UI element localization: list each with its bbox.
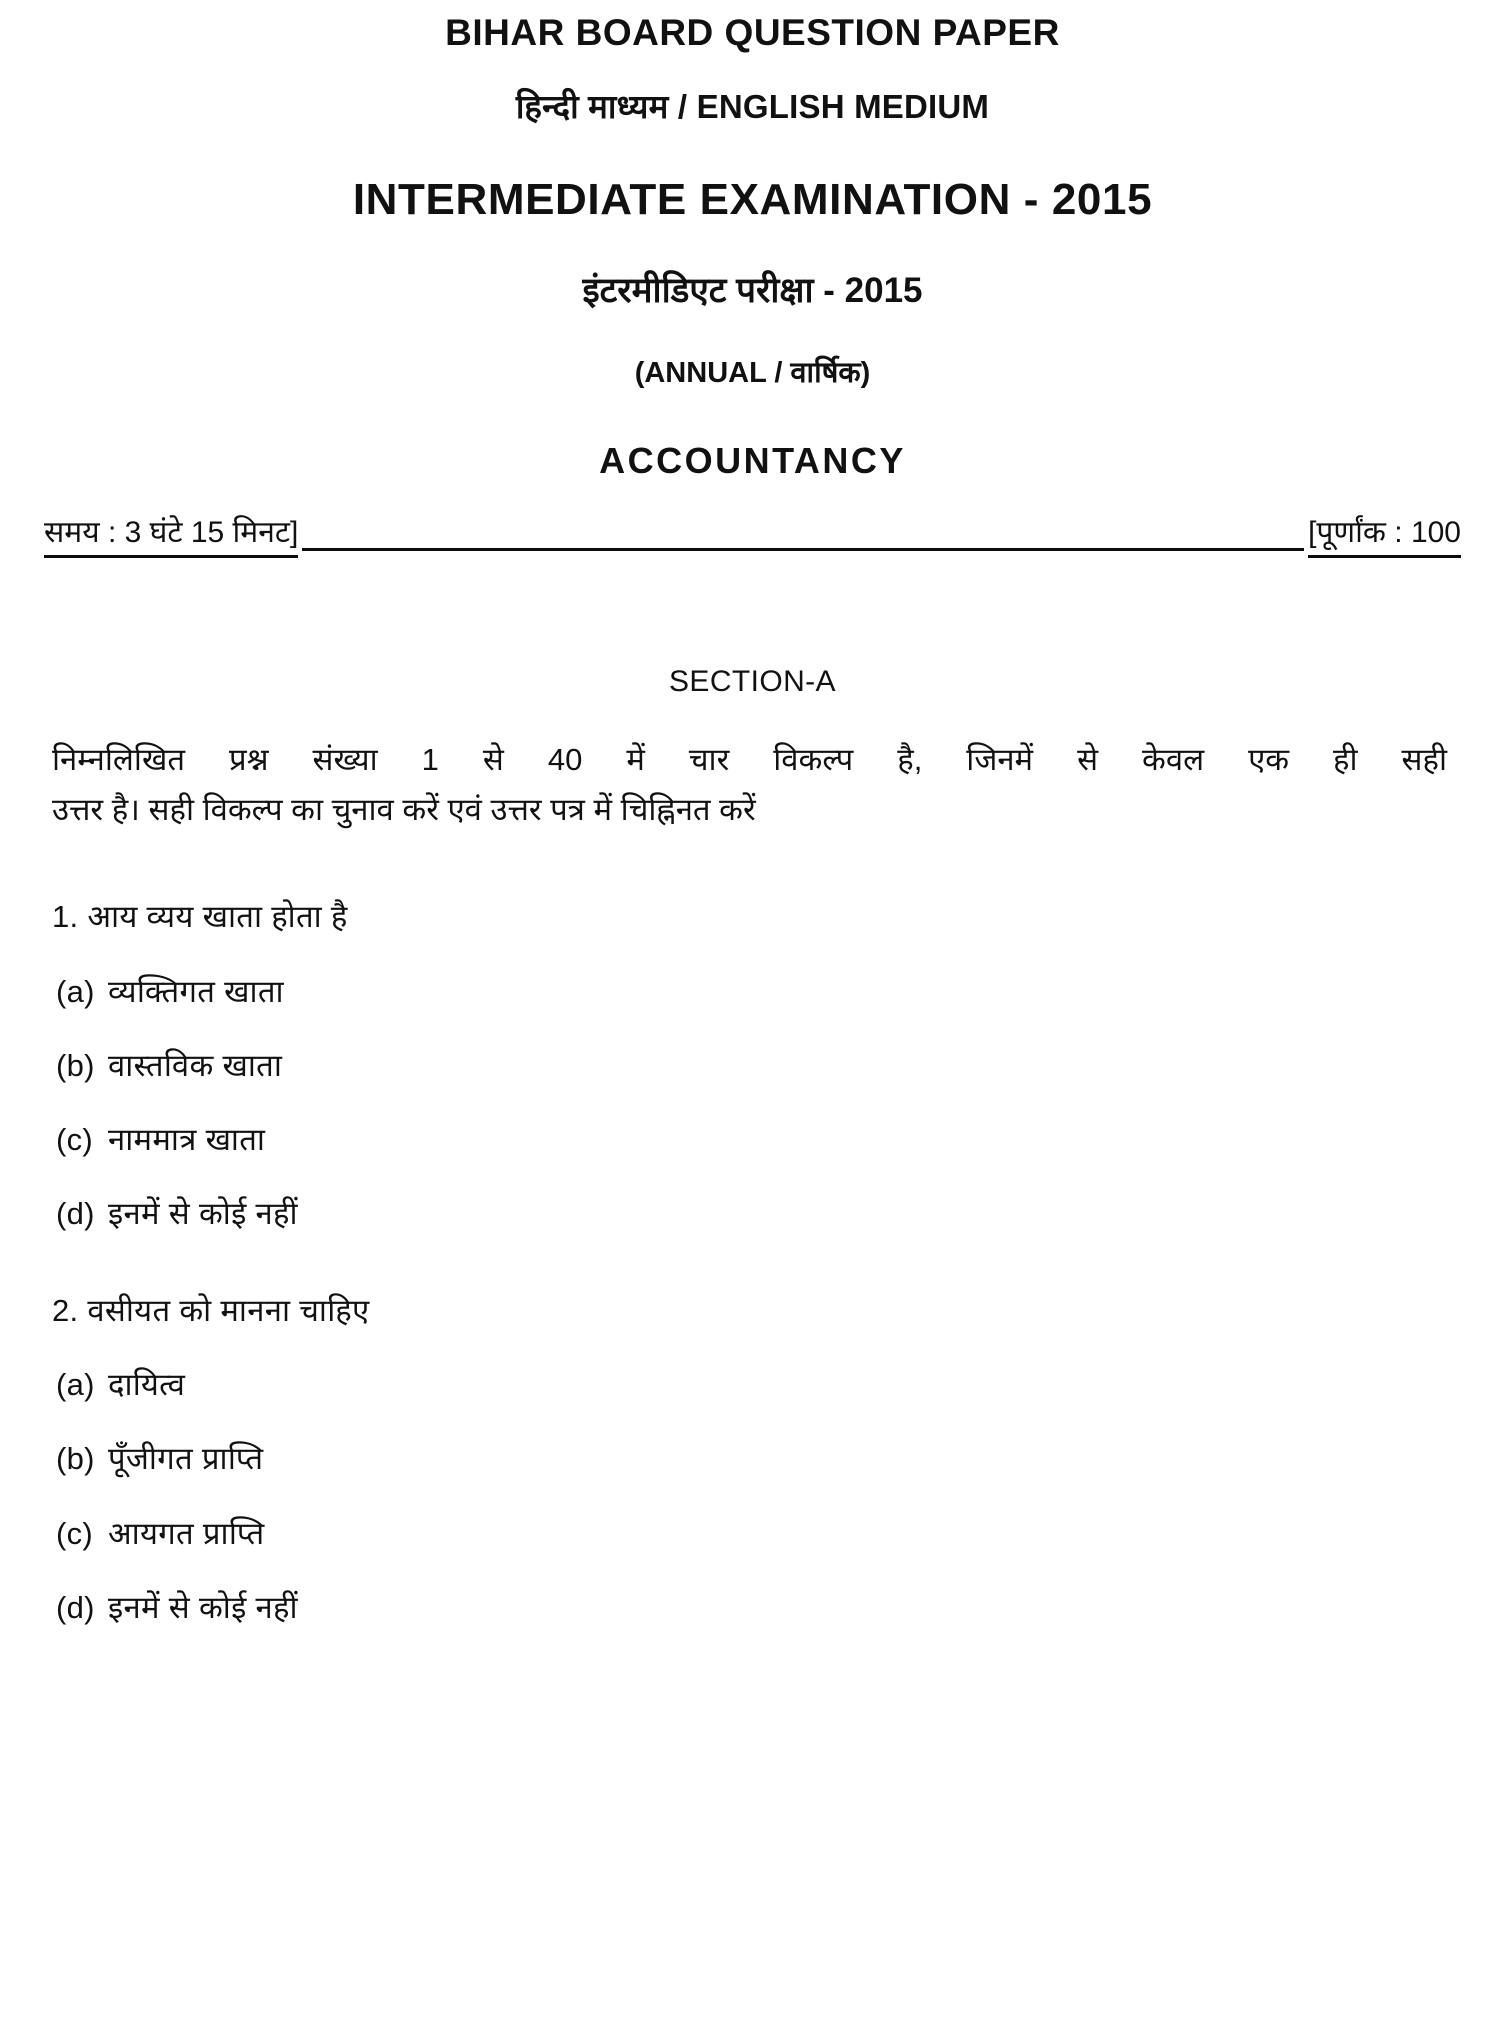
- option-label: (c): [56, 1122, 94, 1158]
- question-block: [52, 897, 1453, 1234]
- instructions-paragraph: [52, 735, 1453, 835]
- option-label: (d): [56, 1589, 95, 1625]
- paper-header: [52, 0, 1453, 482]
- option-b[interactable]: [56, 1046, 1453, 1086]
- option-d[interactable]: [56, 1194, 1453, 1234]
- option-label: (a): [56, 973, 95, 1009]
- option-text: दायित्व: [108, 1367, 186, 1402]
- option-b[interactable]: [56, 1439, 1453, 1479]
- full-marks: [पूर्णांक : 100: [1308, 516, 1461, 558]
- subject-title: ACCOUNTANCY: [599, 440, 906, 482]
- exam-title-english: INTERMEDIATE EXAMINATION - 2015: [352, 174, 1153, 224]
- option-text: आयगत प्राप्ति: [108, 1515, 265, 1551]
- option-text: इनमें से कोई नहीं: [108, 1196, 298, 1232]
- section-a-title: SECTION-A: [669, 664, 836, 698]
- question-text: 1. आय व्यय खाता होता है: [52, 899, 348, 935]
- option-label: (d): [56, 1196, 95, 1232]
- option-c[interactable]: [56, 1514, 1453, 1554]
- questions-list: [52, 897, 1453, 1628]
- option-label: (b): [56, 1441, 95, 1477]
- time-and-marks-row: [44, 516, 1461, 560]
- exam-type: (ANNUAL / वार्षिक): [634, 357, 871, 390]
- option-text: इनमें से कोई नहीं: [108, 1589, 298, 1625]
- option-a[interactable]: [56, 972, 1453, 1012]
- question-block: [52, 1291, 1453, 1628]
- option-text: वास्तविक खाता: [108, 1047, 283, 1083]
- time-allowed: समय : 3 घंटे 15 मिनट]: [44, 516, 298, 558]
- option-text: व्यक्तिगत खाता: [108, 973, 284, 1009]
- instruction-line-2: उत्तर है। सही विकल्प का चुनाव करें एवं उत्तर पत्र में चिह्निनत करें: [52, 792, 756, 827]
- board-title: BIHAR BOARD QUESTION PAPER: [445, 12, 1060, 53]
- option-label: (c): [56, 1515, 94, 1551]
- exam-title-hindi: इंटरमीडिएट परीक्षा - 2015: [582, 271, 923, 311]
- instruction-line-1: निम्नलिखित प्रश्न संख्या 1 से 40 में चार विकल्प है, जिनमें से केवल एक ही सही: [52, 741, 1447, 777]
- option-d[interactable]: [56, 1588, 1453, 1628]
- option-a[interactable]: [56, 1365, 1453, 1405]
- question-text: 2. वसीयत को मानना चाहिए: [52, 1292, 370, 1328]
- meta-divider-rule: [302, 548, 1304, 551]
- option-label: (b): [56, 1047, 95, 1083]
- medium-line: हिन्दी माध्यम / ENGLISH MEDIUM: [515, 88, 990, 126]
- option-c[interactable]: [56, 1120, 1453, 1160]
- option-text: पूँजीगत प्राप्ति: [108, 1441, 264, 1477]
- option-label: (a): [56, 1367, 95, 1402]
- option-text: नाममात्र खाता: [108, 1122, 266, 1158]
